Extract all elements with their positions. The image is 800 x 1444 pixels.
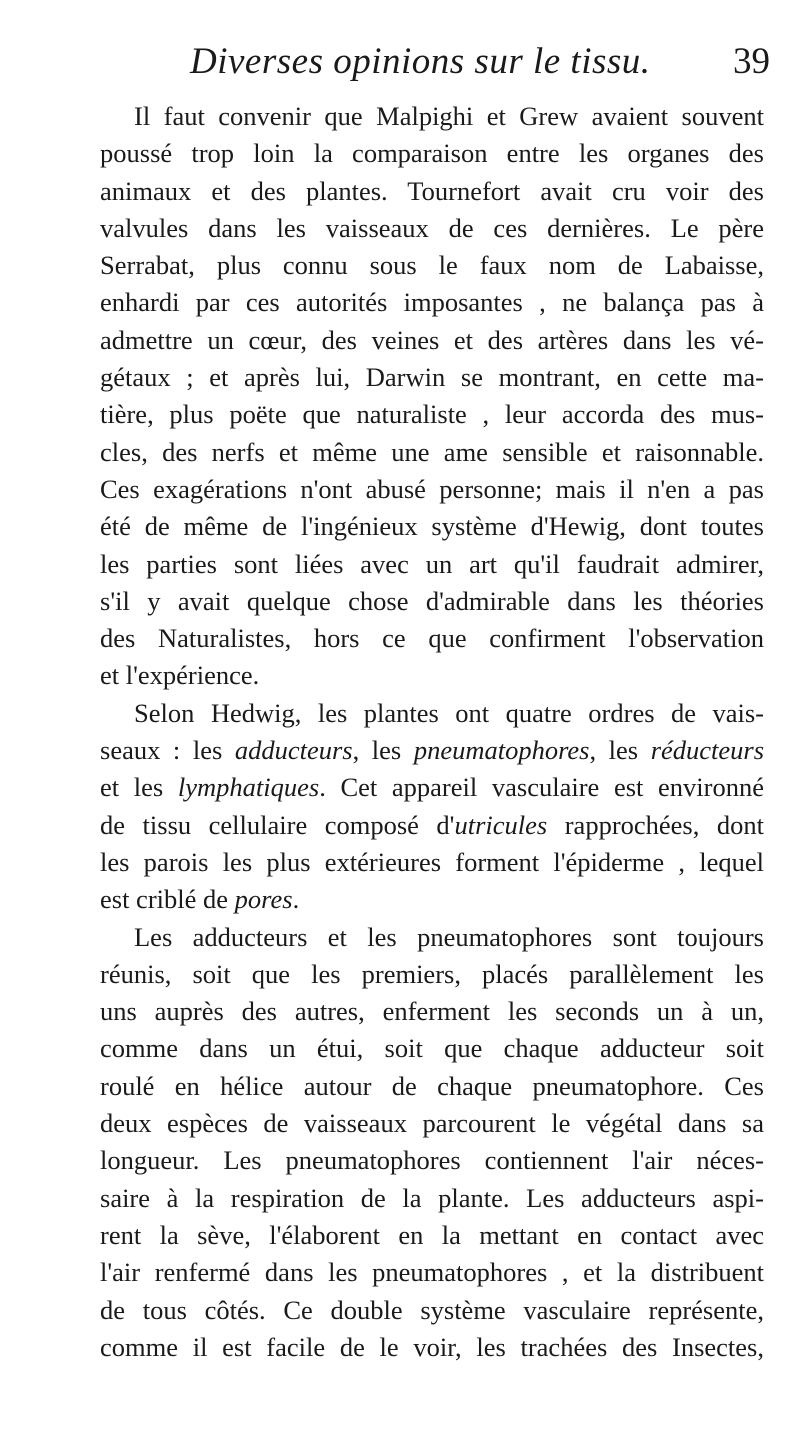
text-segment: seaux : les [100, 735, 235, 766]
text-line: et l'expérience. [100, 660, 260, 691]
text-line [100, 807, 764, 844]
text-line: les parois les plus extérieures forment l'épiderme , lequel [100, 846, 764, 877]
text-line: été de même de l'ingénieux système d'Hewig, dont toutes [100, 511, 764, 542]
text-line: deux espèces de vaisseaux parcourent le végétal dans sa [100, 1108, 764, 1139]
text-line [100, 881, 764, 918]
text-line: de tous côtés. Ce double système vasculaire représente, [100, 1294, 764, 1325]
text-segment: de tissu cellulaire composé d' [100, 809, 455, 840]
italic-term: adducteurs [234, 735, 353, 766]
text-line: comme dans un étui, soit que chaque adducteur soit [100, 1033, 764, 1064]
italic-term: pneumatophores [413, 735, 590, 766]
text-line: les parties sont liées avec un art qu'il faudrait admirer, [100, 548, 764, 579]
text-segment: et les [100, 772, 178, 803]
text-line [100, 732, 764, 769]
text-line: Les adducteurs et les pneumatophores sont toujours [134, 921, 764, 952]
text-line: l'air renfermé dans les pneumatophores , et la distribuent [100, 1257, 764, 1288]
text-line: s'il y avait quelque chose d'admirable dans les théories [100, 585, 764, 616]
text-line: enhardi par ces autorités imposantes , ne balança pas à [100, 287, 764, 318]
text-line: Selon Hedwig, les plantes ont quatre ordres de vais- [134, 697, 764, 728]
text-segment: est criblé de [100, 884, 235, 915]
text-line: cles, des nerfs et même une ame sensible et raisonnable. [100, 436, 764, 467]
text-line: tière, plus poëte que naturaliste , leur accorda des mus- [100, 399, 764, 430]
text-line: comme il est facile de le voir, les trachées des Insectes, [100, 1331, 764, 1362]
text-line: animaux et des plantes. Tournefort avait cru voir des [100, 175, 764, 206]
italic-term: lymphatiques [177, 772, 320, 803]
page-number: 39 [733, 41, 770, 82]
text-segment: rapprochées, dont [547, 809, 764, 840]
italic-term: réducteurs [650, 735, 765, 766]
text-segment: . [292, 884, 300, 915]
text-line: réunis, soit que les premiers, placés parallèlement les [100, 958, 764, 989]
italic-term: utricules [454, 809, 548, 840]
text-line: rent la sève, l'élaborent en la mettant en contact avec [100, 1219, 764, 1250]
text-line: admettre un cœur, des veines et des artères dans les vé- [100, 324, 764, 355]
body-text [100, 98, 764, 1366]
page-header [100, 40, 770, 90]
text-line: Il faut convenir que Malpighi et Grew avaient souvent [134, 101, 764, 131]
text-line: gétaux ; et après lui, Darwin se montrant, en cette ma- [100, 362, 764, 393]
text-line: Ces exagérations n'ont abusé personne; mais il n'en a pas [100, 473, 764, 504]
text-segment: , les [589, 735, 651, 766]
text-line: roulé en hélice autour de chaque pneumatophore. Ces [100, 1070, 764, 1101]
text-line: saire à la respiration de la plante. Les adducteurs aspi- [100, 1182, 764, 1213]
text-line: des Naturalistes, hors ce que confirment l'observation [100, 623, 764, 654]
italic-term: pores [234, 884, 293, 915]
text-segment: . Cet appareil vasculaire est environné [319, 772, 765, 803]
running-title: Diverses opinions sur le tissu. [190, 41, 651, 82]
text-line: valvules dans les vaisseaux de ces dernières. Le père [100, 212, 764, 243]
text-line: Serrabat, plus connu sous le faux nom de Labaisse, [100, 250, 764, 281]
text-line: longueur. Les pneumatophores contiennent l'air néces- [100, 1145, 764, 1176]
text-line: uns auprès des autres, enferment les seconds un à un, [100, 996, 764, 1027]
text-segment: , les [352, 735, 414, 766]
text-line: poussé trop loin la comparaison entre les organes des [100, 138, 764, 169]
text-line [100, 769, 764, 806]
